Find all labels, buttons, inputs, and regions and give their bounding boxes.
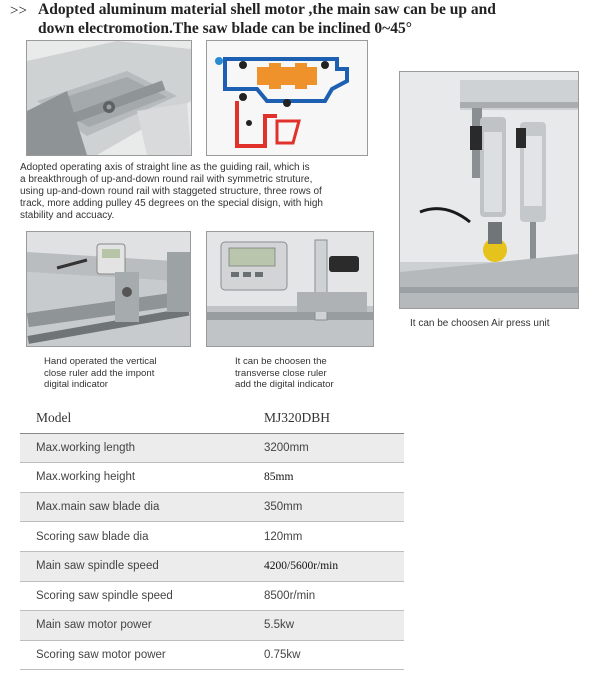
spec-label: Main saw spindle speed	[20, 551, 264, 581]
spec-label: Main saw motor power	[20, 611, 264, 641]
spec-label: Scoring saw motor power	[20, 640, 264, 670]
spec-value: 5.5kw	[264, 611, 404, 641]
spec-label: Max.working height	[20, 463, 264, 493]
rail-description-line: Adopted operating axis of straight line as the guiding rail, which is	[20, 162, 310, 173]
spec-value: 120mm	[264, 522, 404, 552]
caption-line: digital indicator	[44, 379, 108, 390]
spec-label: Scoring saw blade dia	[20, 522, 264, 552]
caption-line: It can be choosen the	[235, 356, 327, 367]
header-line-2: down electromotion.The saw blade can be inclined 0~45°	[38, 20, 412, 37]
rail-description	[20, 162, 380, 222]
air-press-caption: It can be choosen Air press unit	[410, 318, 550, 329]
table-row	[20, 492, 404, 522]
transverse-ruler-photo	[206, 231, 374, 347]
caption-line: add the digital indicator	[235, 379, 334, 390]
spec-table-header	[20, 404, 404, 433]
transverse-ruler-caption	[235, 356, 395, 391]
spec-table	[20, 404, 404, 670]
spec-value: 8500r/min	[264, 581, 404, 611]
caption-line: close ruler add the impont	[44, 367, 155, 379]
spec-value: 4200/5600r/min	[264, 551, 404, 581]
rail-description-line: track, more adding pulley 45 degrees on the special disign, with high	[20, 198, 323, 209]
spec-value: 3200mm	[264, 433, 404, 463]
air-press-photo	[399, 71, 579, 309]
spec-label: Max.main saw blade dia	[20, 492, 264, 522]
rail-description-line: stability and accuacy.	[20, 210, 115, 221]
vertical-ruler-caption	[44, 356, 204, 391]
profile-diagram	[206, 40, 368, 156]
table-row	[20, 463, 404, 493]
table-row	[20, 581, 404, 611]
vertical-ruler-photo	[26, 231, 191, 347]
spec-value: 0.75kw	[264, 640, 404, 670]
table-row	[20, 551, 404, 581]
table-row	[20, 640, 404, 670]
spec-label: Scoring saw spindle speed	[20, 581, 264, 611]
table-row	[20, 433, 404, 463]
arrow-marker-icon: >>	[10, 3, 27, 19]
table-row	[20, 522, 404, 552]
spec-header-value: MJ320DBH	[264, 404, 404, 433]
rail-description-line: using up-and-down round rail with staggeted structure, three rows of	[20, 186, 322, 197]
spec-header-label: Model	[20, 404, 264, 433]
spec-value: 350mm	[264, 492, 404, 522]
rail-photo	[26, 40, 192, 156]
rail-description-line: a breakthrough of up-and-down round rail with symmetric struture,	[20, 174, 313, 185]
caption-line: Hand operated the vertical	[44, 356, 157, 367]
caption-line: transverse close ruler	[235, 367, 327, 379]
spec-label: Max.working length	[20, 433, 264, 463]
header-line-1: Adopted aluminum material shell motor ,the main saw can be up and	[38, 1, 496, 18]
spec-value: 85mm	[264, 463, 404, 493]
table-row	[20, 611, 404, 641]
